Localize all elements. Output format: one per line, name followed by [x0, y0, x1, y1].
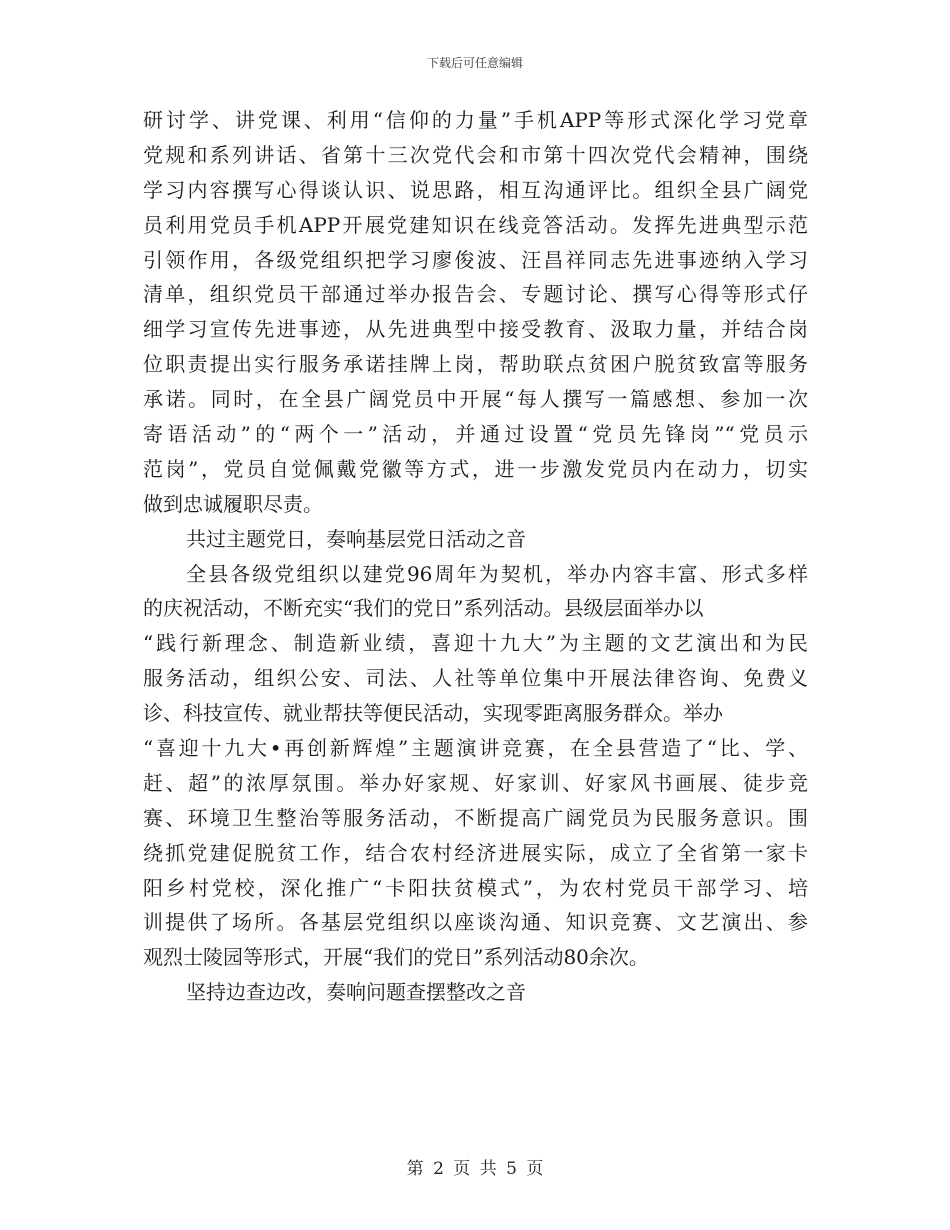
- text-line: 训提供了场所。各基层党组织以座谈沟通、知识竞赛、文艺演出、参: [143, 910, 808, 935]
- document-body: [143, 103, 808, 1010]
- text-line: 范岗”，党员自觉佩戴党徽等方式，进一步激发党员内在动力，切实: [143, 456, 808, 481]
- text-line: 承诺。同时，在全县广阔党员中开展“每人撰写一篇感想、参加一次: [143, 387, 808, 412]
- text-line: 的庆祝活动，不断充实“我们的党日”系列活动。县级层面举办以: [143, 596, 704, 621]
- text-line: 观烈士陵园等形式，开展“我们的党日”系列活动80余次。: [143, 945, 649, 970]
- text-line: 服务活动，组织公安、司法、人社等单位集中开展法律咨询、免费义: [143, 666, 808, 691]
- text-line: 引领作用，各级党组织把学习廖俊波、汪昌祥同志先进事迹纳入学习: [143, 247, 808, 272]
- page-footer: 第 2 页 共 5 页: [406, 1159, 544, 1179]
- text-line: 绕抓党建促脱贫工作，结合农村经济进展实际，成立了全省第一家卡: [143, 840, 808, 865]
- text-line: 阳乡村党校，深化推广“卡阳扶贫模式”，为农村党员干部学习、培: [143, 875, 808, 900]
- text-line: 赛、环境卫生整治等服务活动，不断提高广阔党员为民服务意识。围: [143, 805, 808, 830]
- text-line: 员利用党员手机APP开展党建知识在线竞答活动。发挥先进典型示范: [143, 212, 808, 237]
- text-line: 寄语活动”的“两个一”活动，并通过设置“党员先锋岗”“党员示: [143, 422, 808, 447]
- section-heading: 共过主题党日，奏响基层党日活动之音: [186, 526, 526, 551]
- text-line: 学习内容撰写心得谈认识、说思路，相互沟通评比。组织全县广阔党: [143, 177, 808, 202]
- text-line: 全县各级党组织以建党96周年为契机，举办内容丰富、形式多样: [186, 561, 808, 586]
- text-line: “践行新理念、制造新业绩，喜迎十九大”为主题的文艺演出和为民: [143, 631, 808, 656]
- text-line: 研讨学、讲党课、利用“信仰的力量”手机APP等形式深化学习党章: [143, 108, 808, 132]
- section-heading: 坚持边查边改，奏响问题查摆整改之音: [186, 980, 526, 1005]
- text-line: 清单，组织党员干部通过举办报告会、专题讨论、撰写心得等形式仔: [143, 282, 808, 307]
- page-header: 下载后可任意编辑: [426, 56, 523, 70]
- text-line: “喜迎十九大•再创新辉煌”主题演讲竞赛，在全县营造了“比、学、: [143, 736, 808, 761]
- text-line: 做到忠诚履职尽责。: [143, 491, 323, 516]
- text-line: 位职责提出实行服务承诺挂牌上岗，帮助联点贫困户脱贫致富等服务: [143, 352, 808, 377]
- text-line: 党规和系列讲话、省第十三次党代会和市第十四次党代会精神，围绕: [143, 142, 808, 167]
- text-line: 诊、科技宣传、就业帮扶等便民活动，实现零距离服务群众。举办: [143, 701, 723, 726]
- text-line: 赶、超”的浓厚氛围。举办好家规、好家训、好家风书画展、徒步竞: [143, 770, 808, 795]
- text-line: 细学习宣传先进事迹，从先进典型中接受教育、汲取力量，并结合岗: [143, 317, 808, 342]
